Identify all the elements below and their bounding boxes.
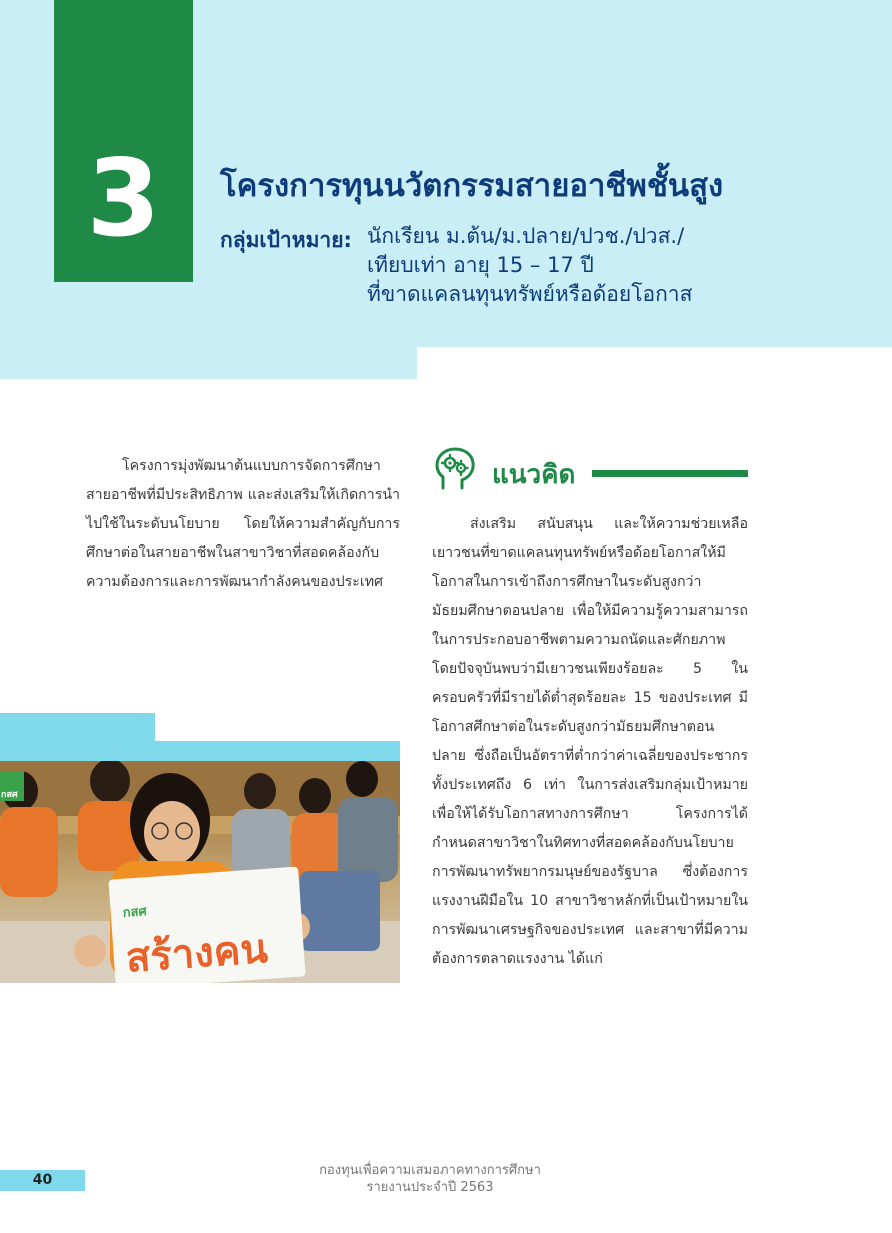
page-number: 40 bbox=[32, 1172, 53, 1188]
sign-logo: กสศ bbox=[122, 904, 148, 921]
concept-heading bbox=[432, 446, 750, 498]
footer-organization: กองทุนเพื่อความเสมอภาคทางการศึกษา bbox=[319, 1163, 541, 1178]
concept-paragraph bbox=[432, 510, 748, 974]
section-number-box bbox=[54, 0, 193, 282]
target-line: ที่ขาดแคลนทุนทรัพย์หรือด้อยโอกาส bbox=[367, 282, 693, 306]
target-group-label: กลุ่มเป้าหมาย: bbox=[220, 228, 352, 252]
corner-logo: กสศ bbox=[1, 790, 18, 800]
intro-paragraph bbox=[86, 452, 400, 597]
target-group-text bbox=[367, 222, 877, 309]
event-photo-illustration bbox=[0, 761, 400, 983]
target-line: นักเรียน ม.ต้น/ม.ปลาย/ปวช./ปวส./ bbox=[367, 224, 685, 248]
target-line: เทียบเท่า อายุ 15 – 17 ปี bbox=[367, 253, 594, 277]
concept-text: ส่งเสริม สนับสนุน และให้ความช่วยเหลือเยาวชนที่ขาดแคลนทุนทรัพย์หรือด้อยโอกาสให้มีโอกาสในการเข้าถึงการศึกษาในระดับสูงกว่ามัธยมศึกษาตอนปลาย เพื่อให้มีความรู้ความสามารถในการประกอบอาชีพตามความถนัดและศักยภาพ โดยปัจจุบันพบว่ามีเยาวชนเพียงร้อยละ 5 ในครอบครัวที่มีรายได้ต่ำสุดร้อยละ 15 ของประเทศ มีโอกาสศึกษาต่อในระดับสูงกว่ามัธยมศึกษาตอนปลาย ซึ่งถือเป็นอัตราที่ต่ำกว่าค่าเฉลี่ยของประชากรทั้งประเทศถึง 6 เท่า ในการส่งเสริมกลุ่มเป้าหมายเพื่อให้ได้รับโอกาสทางการศึกษา โครงการได้กำหนดสาขาวิชาในทิศทางที่สอดคล้องกับนโยบายการพัฒนาทรัพยากรมนุษย์ของรัฐบาล ซึ่งต้องการแรงงานฝีมือใน 10 สาขาวิชาหลักที่เป็นเป้าหมายในการพัฒนาเศรษฐกิจของประเทศ และสาขาที่มีความต้องการตลาดแรงงาน ได้แก่ bbox=[432, 516, 748, 967]
section-title: โครงการทุนนวัตกรรมสายอาชีพชั้นสูง bbox=[220, 168, 724, 204]
event-photo bbox=[0, 761, 400, 983]
intro-text: โครงการมุ่งพัฒนาต้นแบบการจัดการศึกษาสายอาชีพที่มีประสิทธิภาพ และส่งเสริมให้เกิดการนำไปใช้ในระดับนโยบาย โดยให้ความสำคัญกับการศึกษาต่อในสายอาชีพในสาขาวิชาที่สอดคล้องกับความต้องการและการพัฒนากำลังคนของประเทศ bbox=[86, 458, 400, 590]
head-gears-icon bbox=[432, 446, 478, 492]
concept-title: แนวคิด bbox=[492, 460, 576, 490]
sign-text: สร้างคน bbox=[124, 925, 270, 982]
footer-report-title: รายงานประจำปี 2563 bbox=[366, 1180, 494, 1195]
concept-underline-bar bbox=[592, 470, 748, 477]
footer bbox=[260, 1162, 600, 1196]
photo-accent-strip bbox=[0, 713, 155, 741]
section-number: 3 bbox=[86, 137, 161, 260]
photo-accent-strip bbox=[0, 741, 400, 761]
